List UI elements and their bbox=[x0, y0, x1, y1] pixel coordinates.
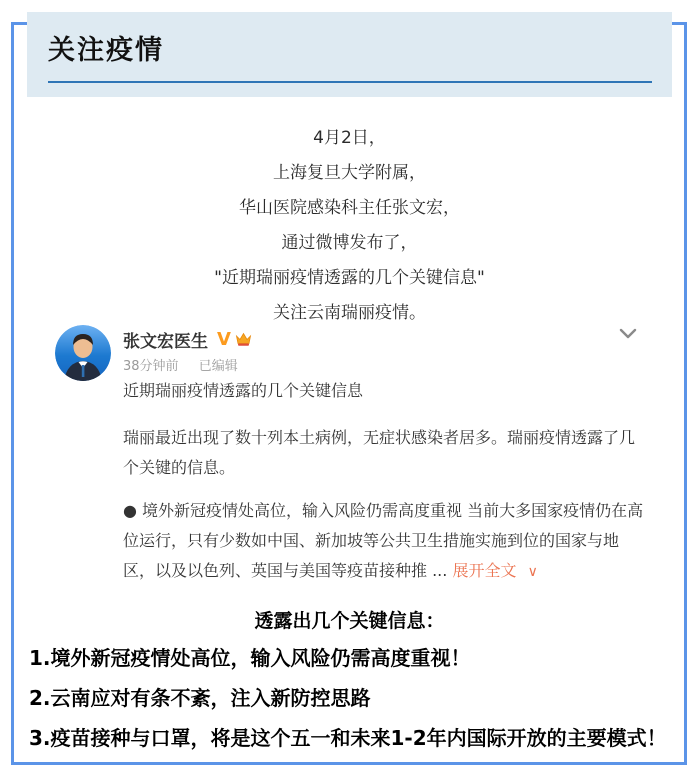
avatar[interactable] bbox=[55, 325, 111, 381]
crown-icon bbox=[235, 332, 252, 347]
timestamp: 38分钟前 bbox=[123, 359, 179, 374]
post-paragraph: 瑞丽最近出现了数十列本土病例，无症状感染者居多。瑞丽疫情透露了几个关键的信息。 bbox=[123, 428, 636, 477]
intro-line: 上海复旦大学附属， bbox=[273, 163, 426, 183]
post-paragraph-text: ● 境外新冠疫情处高位，输入风险仍需高度重视 当前大多国家疫情仍在高位运行，只有少数如中国、新加坡等公共卫生措施实施到位的国家与地区，以及以色列、英国与美国等疫苗接种推 ... bbox=[123, 501, 644, 580]
post-title: 近期瑞丽疫情透露的几个关键信息 bbox=[123, 381, 364, 400]
intro-line: 关注云南瑞丽疫情。 bbox=[273, 303, 426, 323]
intro-line: "近期瑞丽疫情透露的几个关键信息" bbox=[214, 268, 485, 288]
intro-line: 华山医院感染科主任张文宏， bbox=[239, 198, 460, 218]
summary-item: 3.疫苗接种与口罩，将是这个五一和未来1-2年内国际开放的主要模式！ bbox=[29, 726, 667, 750]
summary-item: 1.境外新冠疫情处高位，输入风险仍需高度重视！ bbox=[29, 646, 471, 670]
verified-v-icon: V bbox=[217, 329, 231, 350]
summary-item: 2.云南应对有条不紊，注入新防控思路 bbox=[29, 686, 371, 710]
weibo-post-card bbox=[55, 323, 644, 580]
weibo-meta-row bbox=[123, 355, 238, 374]
chevron-down-small-icon[interactable]: ∨ bbox=[527, 564, 538, 580]
intro-paragraphs bbox=[0, 121, 699, 331]
post-paragraph bbox=[123, 496, 645, 587]
weibo-user-row bbox=[123, 327, 252, 352]
page-title: 关注疫情 bbox=[48, 35, 164, 66]
weibo-username[interactable]: 张文宏医生 bbox=[123, 332, 208, 352]
summary-list bbox=[29, 638, 679, 758]
chevron-down-icon[interactable] bbox=[619, 328, 637, 340]
header-banner bbox=[27, 12, 672, 97]
expand-full-text-link[interactable]: 展开全文 bbox=[452, 561, 517, 580]
summary-heading: 透露出几个关键信息： bbox=[254, 610, 445, 632]
header-underline bbox=[48, 81, 652, 83]
intro-line: 通过微博发布了， bbox=[281, 233, 418, 253]
intro-line: 4月2日， bbox=[313, 128, 386, 148]
edited-label: 已编辑 bbox=[198, 359, 238, 374]
